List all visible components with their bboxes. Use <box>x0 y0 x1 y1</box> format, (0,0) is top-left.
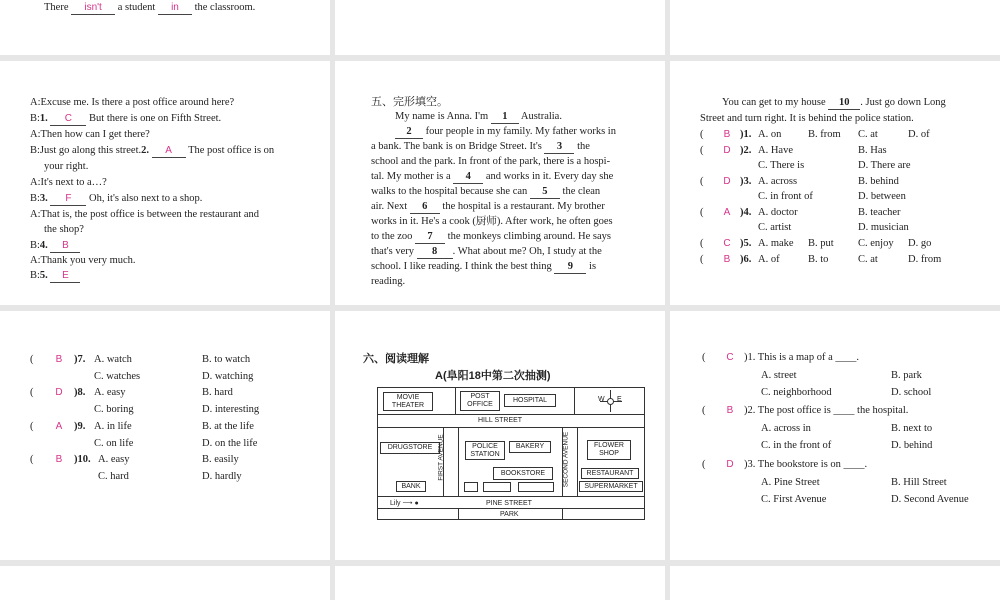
option-b: B. Hill Street <box>891 477 947 488</box>
option-c: C. in front of <box>758 191 813 202</box>
option-b: B. from <box>808 129 841 140</box>
paren: ( <box>702 459 706 470</box>
option-b: B. put <box>808 238 834 249</box>
option-a: A. easy <box>94 387 126 398</box>
choice-row <box>30 353 251 367</box>
dialogue-line: B:Just go along this street.2. A The post office is on <box>30 145 275 156</box>
option-row <box>761 386 932 400</box>
choice-row-cont <box>94 437 258 451</box>
option-row <box>761 439 933 453</box>
panel-reading-map <box>335 311 665 560</box>
paren: ( <box>700 145 704 156</box>
option-d: D. There are <box>858 160 911 171</box>
option-d: D. between <box>858 191 906 202</box>
dialogue-line: B:1. C But there is one on Fifth Street. <box>30 113 222 124</box>
cloze-line: school and the park. In front of the park, there is a hospi- <box>371 156 611 167</box>
option-a: A. across in <box>761 423 811 434</box>
flower-shop: FLOWER SHOP <box>587 440 631 460</box>
question-row <box>702 458 867 472</box>
text: a student <box>117 2 156 13</box>
option-c: C. neighborhood <box>761 387 832 398</box>
drugstore: DRUGSTORE <box>380 442 440 454</box>
compass-icon: W E <box>598 390 624 412</box>
option-a: A. watch <box>94 354 132 365</box>
option-b: B. behind <box>858 176 899 187</box>
answer-blank: isn't <box>71 2 115 15</box>
numbered-blank: 9 <box>554 261 586 274</box>
option-d: D. from <box>908 254 942 265</box>
dialogue-line: B:4. B <box>30 239 80 253</box>
paren: ( <box>700 254 704 265</box>
choice-row-cont <box>758 221 909 235</box>
option-c: C. There is <box>758 160 805 171</box>
panel-top-middle <box>335 0 665 55</box>
cloze-line: school. I like reading. I think the best thing 9 is <box>371 261 597 272</box>
choice-row <box>30 386 233 400</box>
option-d: D. Second Avenue <box>891 494 969 505</box>
option-b: B. hard <box>202 387 233 398</box>
paren: ( <box>30 354 34 365</box>
answer-letter: B <box>55 454 63 465</box>
panel-cloze <box>335 61 665 305</box>
answer-blank: B <box>50 240 80 253</box>
option-a: A. on <box>758 129 782 140</box>
paren: ( <box>700 129 704 140</box>
choice-row <box>700 128 958 142</box>
choice-row <box>30 420 254 434</box>
hospital: HOSPITAL <box>504 394 556 407</box>
panel-bottom-left <box>0 566 330 600</box>
fill-in-sentence <box>44 1 255 15</box>
answer-letter: A <box>723 207 731 218</box>
panel-dialogue <box>0 61 330 305</box>
cloze-line: a bank. The bank is on Bridge Street. It's 3 the <box>371 141 590 152</box>
cloze-line: that's very 8 . What about me? Oh, I study at the <box>371 246 602 257</box>
option-c: C. on life <box>94 438 134 449</box>
building <box>483 482 511 492</box>
second-avenue-label: SECOND AVENUE <box>562 431 570 488</box>
option-d: D. watching <box>202 371 254 382</box>
option-a: A. Have <box>758 145 793 156</box>
paren: ( <box>700 176 704 187</box>
numbered-blank: 2 <box>395 126 423 139</box>
option-b: B. next to <box>891 423 933 434</box>
paren: ( <box>702 352 706 363</box>
first-avenue-label: FIRST AVENUE <box>437 434 445 481</box>
option-b: B. Has <box>858 145 887 156</box>
option-b: B. to <box>808 254 829 265</box>
supermarket: SUPERMARKET <box>579 481 643 492</box>
movie-theater: MOVIE THEATER <box>383 392 433 411</box>
question-stem: )3. The bookstore is on ____. <box>744 459 868 470</box>
cloze-line: tal. My mother is a 4 and works in it. Every day she <box>371 171 614 182</box>
bookstore: BOOKSTORE <box>493 467 553 480</box>
cloze-line: air. Next 6 the hospital is a restaurant. My brother <box>371 201 605 212</box>
numbered-blank: 1 <box>491 111 519 124</box>
lily-label: Lily ⟶ ● <box>390 500 419 507</box>
option-a: A. Pine Street <box>761 477 820 488</box>
dialogue-line: A:Excuse me. Is there a post office around here? <box>30 97 235 108</box>
answer-letter: D <box>55 387 63 398</box>
passage-title: A(阜阳18中第二次抽测) <box>435 370 551 382</box>
question-number: )10. <box>74 454 91 465</box>
option-a: A. street <box>761 370 797 381</box>
answer-letter: A <box>55 421 63 432</box>
option-d: D. of <box>908 129 930 140</box>
option-a: A. make <box>758 238 794 249</box>
choice-row <box>30 453 239 467</box>
option-c: C. hard <box>98 471 129 482</box>
choice-row <box>700 253 958 267</box>
option-d: D. on the life <box>202 438 258 449</box>
option-b: B. at the life <box>202 421 254 432</box>
cloze-line: My name is Anna. I'm 1 Australia. <box>395 111 562 122</box>
option-a: A. doctor <box>758 207 798 218</box>
option-d: D. interesting <box>202 404 260 415</box>
option-a: A. across <box>758 176 798 187</box>
panel-cloze-choices <box>670 61 1000 305</box>
option-b: B. to watch <box>202 354 251 365</box>
option-c: C. artist <box>758 222 792 233</box>
paren: ( <box>30 421 34 432</box>
answer-letter: B <box>723 129 731 140</box>
numbered-blank: 4 <box>453 171 483 184</box>
dialogue-line: your right. <box>44 161 89 172</box>
option-c: C. at <box>858 129 878 140</box>
panel-reading-questions <box>670 311 1000 560</box>
answer-letter: C <box>723 238 731 249</box>
section-heading: 五、完形填空。 <box>371 96 448 108</box>
panel-bottom-right <box>670 566 1000 600</box>
numbered-blank: 10 <box>828 97 860 110</box>
panel-top-right <box>670 0 1000 55</box>
park-label: PARK <box>500 511 519 518</box>
paren: ( <box>700 207 704 218</box>
building <box>464 482 478 492</box>
option-row <box>761 493 969 507</box>
answer-letter: B <box>726 405 734 416</box>
option-b: B. easily <box>202 454 239 465</box>
question-number: )3. <box>740 176 752 187</box>
option-d: D. go <box>908 238 932 249</box>
option-c: C. First Avenue <box>761 494 827 505</box>
post-office: POST OFFICE <box>460 391 500 411</box>
answer-letter: D <box>726 459 734 470</box>
question-stem: )2. The post office is ____ the hospital. <box>744 405 909 416</box>
option-c: C. watches <box>94 371 141 382</box>
question-row <box>702 404 908 418</box>
option-c: C. enjoy <box>858 238 894 249</box>
numbered-blank: 3 <box>544 141 574 154</box>
choice-row <box>700 237 958 251</box>
option-d: D. musician <box>858 222 909 233</box>
question-number: )8. <box>74 387 86 398</box>
cloze-line: Street and turn right. It is behind the police station. <box>700 113 914 124</box>
question-row <box>702 351 859 365</box>
question-stem: )1. This is a map of a ____. <box>744 352 859 363</box>
answer-letter: B <box>723 254 731 265</box>
numbered-blank: 8 <box>417 246 453 259</box>
choice-row-cont <box>94 370 254 384</box>
panel-choices-continued <box>0 311 330 560</box>
numbered-blank: 6 <box>410 201 440 214</box>
paren: ( <box>30 387 34 398</box>
option-b: B. park <box>891 370 922 381</box>
paren: ( <box>702 405 706 416</box>
question-number: )4. <box>740 207 752 218</box>
option-row <box>761 422 933 436</box>
option-d: D. hardly <box>202 471 242 482</box>
option-c: C. at <box>858 254 878 265</box>
answer-letter: D <box>723 145 731 156</box>
choice-row <box>700 206 901 220</box>
answer-letter: D <box>723 176 731 187</box>
option-b: B. teacher <box>858 207 901 218</box>
choice-row-cont <box>758 190 906 204</box>
bakery: BAKERY <box>509 441 551 453</box>
cloze-line: You can get to my house 10 . Just go down Long <box>722 97 946 108</box>
choice-row-cont <box>758 159 911 173</box>
panel-top-left <box>0 0 330 55</box>
choice-row-cont <box>94 403 260 417</box>
neighborhood-map <box>377 387 645 520</box>
option-a: A. easy <box>98 454 130 465</box>
answer-blank: A <box>152 145 186 158</box>
answer-blank: C <box>50 113 86 126</box>
restaurant: RESTAURANT <box>581 468 639 479</box>
choice-row-cont <box>98 470 242 484</box>
choice-row <box>700 144 887 158</box>
option-row <box>761 369 922 383</box>
choice-row <box>700 175 899 189</box>
option-d: D. behind <box>891 440 933 451</box>
question-number: )9. <box>74 421 86 432</box>
paren: ( <box>700 238 704 249</box>
text: the classroom. <box>194 2 256 13</box>
building <box>518 482 554 492</box>
option-a: A. of <box>758 254 780 265</box>
police-station: POLICE STATION <box>465 441 505 460</box>
cloze-line: to the zoo 7 the monkeys climbing around. He says <box>371 231 611 242</box>
dialogue-line: A:Then how can I get there? <box>30 129 150 140</box>
numbered-blank: 5 <box>530 186 560 199</box>
dialogue-line: the shop? <box>44 224 84 235</box>
numbered-blank: 7 <box>415 231 445 244</box>
option-a: A. in life <box>94 421 132 432</box>
question-number: )7. <box>74 354 86 365</box>
panel-bottom-middle <box>335 566 665 600</box>
dialogue-line: A:It's next to a…? <box>30 177 107 188</box>
cloze-line: works in it. He's a cook (厨师). After work, he often goes <box>371 216 613 227</box>
answer-blank: E <box>50 270 80 283</box>
dialogue-line: B:5. E <box>30 269 80 283</box>
cloze-line: walks to the hospital because she can 5 the clean <box>371 186 601 197</box>
option-d: D. school <box>891 387 932 398</box>
answer-letter: B <box>55 354 63 365</box>
cloze-line: 2 four people in my family. My father works in <box>395 125 616 139</box>
dialogue-line: A:Thank you very much. <box>30 255 136 266</box>
hill-street-label: HILL STREET <box>478 417 523 424</box>
answer-blank: in <box>158 2 192 15</box>
paren: ( <box>30 454 34 465</box>
option-c: C. in the front of <box>761 440 832 451</box>
dialogue-line: A:That is, the post office is between the restaurant and <box>30 209 259 220</box>
question-number: )2. <box>740 145 752 156</box>
cloze-line: reading. <box>371 276 406 287</box>
question-number: )1. <box>740 129 752 140</box>
question-number: )5. <box>740 238 752 249</box>
answer-letter: C <box>726 352 734 363</box>
answer-blank: F <box>50 193 86 206</box>
option-c: C. boring <box>94 404 134 415</box>
text: There <box>44 2 69 13</box>
section-heading: 六、阅读理解 <box>363 353 429 365</box>
option-row <box>761 476 947 490</box>
bank: BANK <box>396 481 426 492</box>
question-number: )6. <box>740 254 752 265</box>
dialogue-line: B:3. F Oh, it's also next to a shop. <box>30 193 203 204</box>
pine-street-label: PINE STREET <box>486 500 532 507</box>
